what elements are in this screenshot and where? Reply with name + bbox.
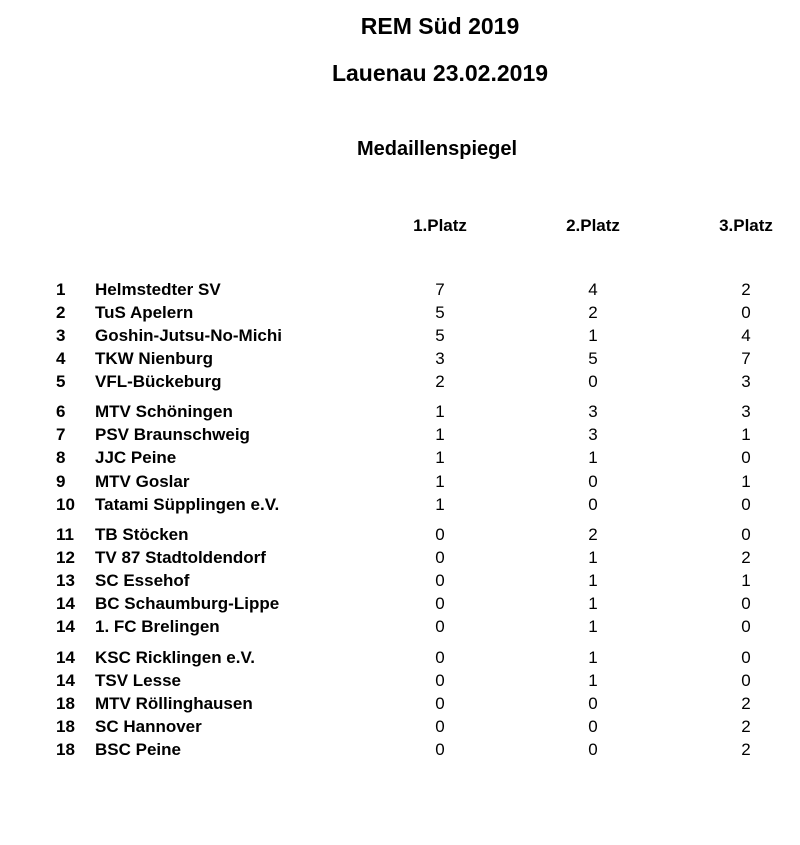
rank-cell: 13 (56, 571, 75, 590)
club-name-cell: VFL-Bückeburg (95, 372, 222, 391)
third-place-count: 0 (741, 448, 751, 467)
club-name-cell: TV 87 Stadtoldendorf (95, 548, 266, 567)
third-place-count: 0 (741, 617, 751, 636)
club-name-cell: MTV Goslar (95, 472, 190, 491)
table-row (0, 669, 800, 692)
first-place-count: 0 (435, 617, 445, 636)
first-place-count: 7 (435, 280, 445, 299)
club-name-cell: MTV Röllinghausen (95, 694, 253, 713)
table-row (0, 738, 800, 761)
third-place-count: 2 (741, 717, 751, 736)
third-place-count: 1 (741, 425, 751, 444)
rank-cell: 4 (56, 349, 66, 368)
third-place-count: 4 (741, 326, 751, 345)
third-place-count: 0 (741, 495, 751, 514)
second-place-count: 0 (588, 495, 598, 514)
first-place-count: 0 (435, 671, 445, 690)
second-place-count: 0 (588, 694, 598, 713)
club-name-cell: BSC Peine (95, 740, 181, 759)
first-place-count: 5 (435, 303, 445, 322)
second-place-count: 3 (588, 402, 598, 421)
third-place-count: 2 (741, 740, 751, 759)
first-place-count: 0 (435, 571, 445, 590)
first-place-count: 0 (435, 594, 445, 613)
rank-cell: 11 (56, 525, 74, 544)
section-heading: Medaillenspiegel (356, 138, 518, 160)
first-place-count: 0 (435, 548, 445, 567)
rank-cell: 14 (56, 671, 75, 690)
table-row (0, 324, 800, 347)
rank-cell: 1 (56, 280, 66, 299)
rank-cell: 14 (56, 594, 75, 613)
rank-cell: 10 (56, 495, 75, 514)
first-place-count: 1 (435, 402, 445, 421)
table-row (0, 546, 800, 569)
first-place-count: 3 (435, 349, 445, 368)
first-place-count: 1 (435, 425, 445, 444)
second-place-count: 5 (588, 349, 598, 368)
rank-cell: 2 (56, 303, 66, 322)
rank-cell: 18 (56, 694, 75, 713)
second-place-count: 0 (588, 372, 598, 391)
third-place-count: 0 (741, 303, 751, 322)
first-place-count: 1 (435, 448, 445, 467)
first-place-count: 2 (435, 372, 445, 391)
table-row (0, 692, 800, 715)
second-place-count: 1 (588, 594, 598, 613)
second-place-count: 1 (588, 571, 598, 590)
column-header-second-place: 2.Platz (566, 216, 620, 235)
club-name-cell: TKW Nienburg (95, 349, 214, 368)
club-name-cell: JJC Peine (95, 448, 177, 467)
third-place-count: 2 (741, 280, 751, 299)
second-place-count: 1 (588, 648, 598, 667)
third-place-count: 1 (741, 472, 751, 491)
first-place-count: 0 (435, 740, 445, 759)
third-place-count: 2 (741, 694, 751, 713)
third-place-count: 7 (741, 349, 751, 368)
second-place-count: 4 (588, 280, 598, 299)
club-name-cell: 1. FC Brelingen (95, 617, 220, 636)
table-row (0, 446, 800, 469)
second-place-count: 0 (588, 717, 598, 736)
club-name-cell: Goshin-Jutsu-No-Michi (95, 326, 282, 345)
rank-cell: 7 (56, 425, 66, 444)
table-row (0, 592, 800, 615)
club-name-cell: MTV Schöningen (95, 402, 233, 421)
table-row (0, 370, 800, 393)
table-row (0, 347, 800, 370)
table-row (0, 278, 800, 301)
club-name-cell: KSC Ricklingen e.V. (95, 648, 255, 667)
rank-cell: 6 (56, 402, 66, 421)
rank-cell: 5 (56, 372, 66, 391)
second-place-count: 1 (588, 326, 598, 345)
first-place-count: 0 (435, 648, 445, 667)
column-header-first-place: 1.Platz (413, 216, 467, 235)
table-row (0, 301, 800, 324)
rank-cell: 18 (56, 717, 75, 736)
second-place-count: 0 (588, 472, 598, 491)
table-row (0, 470, 800, 493)
third-place-count: 1 (741, 571, 751, 590)
club-name-cell: Tatami Süpplingen e.V. (95, 495, 280, 514)
third-place-count: 0 (741, 525, 751, 544)
rank-cell: 14 (56, 617, 75, 636)
second-place-count: 0 (588, 740, 598, 759)
club-name-cell: SC Hannover (95, 717, 202, 736)
table-row (0, 715, 800, 738)
first-place-count: 0 (435, 694, 445, 713)
first-place-count: 1 (435, 495, 445, 514)
rank-cell: 8 (56, 448, 66, 467)
club-name-cell: SC Essehof (95, 571, 190, 590)
second-place-count: 3 (588, 425, 598, 444)
second-place-count: 1 (588, 448, 598, 467)
document-title: REM Süd 2019 (360, 13, 520, 39)
third-place-count: 0 (741, 648, 751, 667)
rank-cell: 9 (56, 472, 66, 491)
table-row (0, 523, 800, 546)
document-subtitle: Lauenau 23.02.2019 (331, 60, 549, 86)
rank-cell: 14 (56, 648, 75, 667)
club-name-cell: TuS Apelern (95, 303, 194, 322)
second-place-count: 1 (588, 548, 598, 567)
second-place-count: 2 (588, 525, 598, 544)
first-place-count: 0 (435, 525, 445, 544)
club-name-cell: PSV Braunschweig (95, 425, 250, 444)
third-place-count: 3 (741, 372, 751, 391)
table-row (0, 423, 800, 446)
club-name-cell: Helmstedter SV (95, 280, 221, 299)
first-place-count: 1 (435, 472, 445, 491)
table-row (0, 615, 800, 638)
second-place-count: 1 (588, 671, 598, 690)
club-name-cell: BC Schaumburg-Lippe (95, 594, 280, 613)
third-place-count: 3 (741, 402, 751, 421)
column-header-third-place: 3.Platz (719, 216, 773, 235)
club-name-cell: TSV Lesse (95, 671, 181, 690)
table-row (0, 569, 800, 592)
rank-cell: 3 (56, 326, 66, 345)
table-row (0, 400, 800, 423)
table-row (0, 646, 800, 669)
second-place-count: 2 (588, 303, 598, 322)
rank-cell: 18 (56, 740, 75, 759)
rank-cell: 12 (56, 548, 75, 567)
first-place-count: 0 (435, 717, 445, 736)
third-place-count: 0 (741, 594, 751, 613)
third-place-count: 0 (741, 671, 751, 690)
table-row (0, 493, 800, 516)
third-place-count: 2 (741, 548, 751, 567)
first-place-count: 5 (435, 326, 445, 345)
second-place-count: 1 (588, 617, 598, 636)
club-name-cell: TB Stöcken (95, 525, 189, 544)
